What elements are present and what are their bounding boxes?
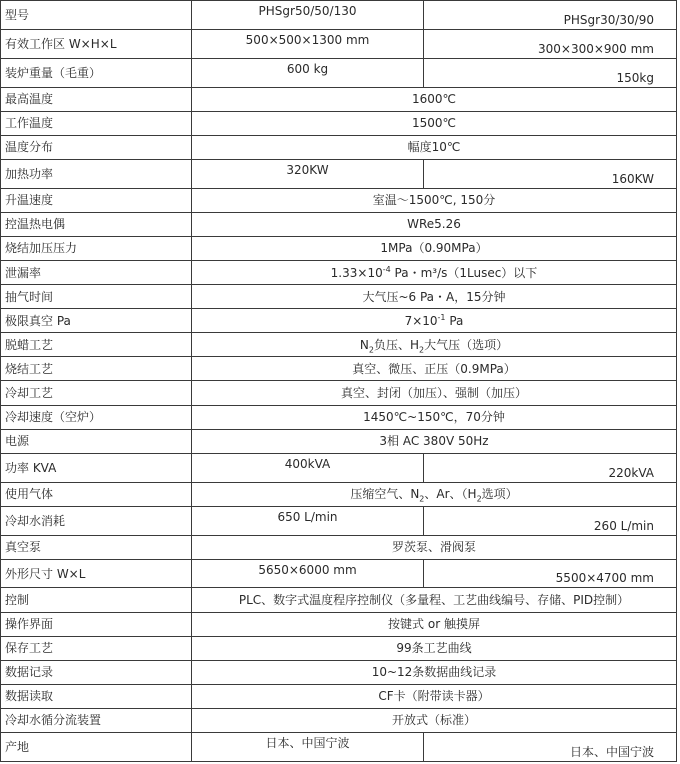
spec-value-model-b: 300×300×900 mm	[424, 29, 677, 58]
spec-value-model-a: 500×500×1300 mm	[192, 29, 424, 58]
spec-label: 极限真空 Pa	[1, 309, 192, 333]
spec-value-shared: 室温～1500℃, 150分	[192, 188, 677, 212]
value-text: Pa・m³/s（1Lusec）以下	[390, 265, 538, 280]
value-text: 7×10	[404, 313, 438, 328]
table-row	[1, 381, 677, 405]
table-row	[1, 111, 677, 135]
subscript: 2	[476, 494, 482, 504]
spec-label: 操作界面	[1, 612, 192, 636]
spec-label: 装炉重量（毛重）	[1, 58, 192, 87]
spec-value-shared	[192, 333, 677, 357]
spec-value-model-a: 320KW	[192, 159, 424, 188]
table-row	[1, 285, 677, 309]
spec-value-shared: 1600℃	[192, 87, 677, 111]
spec-value-shared	[192, 482, 677, 506]
table-row	[1, 559, 677, 588]
value-text: N	[359, 337, 369, 352]
spec-value-shared: 3相 AC 380V 50Hz	[192, 429, 677, 453]
spec-value-shared: 1500℃	[192, 111, 677, 135]
spec-value-model-a: 5650×6000 mm	[192, 559, 424, 588]
value-text: 负压、H	[373, 337, 419, 352]
spec-value-shared: 真空、封闭（加压）、强制（加压）	[192, 381, 677, 405]
spec-value-shared: 真空、微压、正压（0.9MPa）	[192, 357, 677, 381]
table-row	[1, 732, 677, 761]
spec-label: 冷却工艺	[1, 381, 192, 405]
subscript: 2	[368, 345, 374, 355]
table-row	[1, 87, 677, 111]
table-row	[1, 1, 677, 30]
spec-label: 最高温度	[1, 87, 192, 111]
spec-label: 有效工作区 W×H×L	[1, 29, 192, 58]
table-row	[1, 506, 677, 535]
spec-label: 数据读取	[1, 684, 192, 708]
table-row	[1, 333, 677, 357]
spec-value-model-a: PHSgr50/50/130	[192, 1, 424, 30]
spec-value-shared	[192, 309, 677, 333]
subscript: 2	[419, 345, 425, 355]
spec-value-shared: WRe5.26	[192, 212, 677, 236]
value-text: 1.33×10	[330, 265, 383, 280]
table-row	[1, 612, 677, 636]
table-row	[1, 535, 677, 559]
spec-value-model-b: 5500×4700 mm	[424, 559, 677, 588]
table-row	[1, 405, 677, 429]
spec-label: 型号	[1, 1, 192, 30]
table-row	[1, 261, 677, 285]
spec-label: 抽气时间	[1, 285, 192, 309]
spec-value-model-a: 600 kg	[192, 58, 424, 87]
table-row	[1, 660, 677, 684]
exponent: -1	[437, 312, 446, 322]
spec-label: 控制	[1, 588, 192, 612]
spec-label: 升温速度	[1, 188, 192, 212]
value-text: 选项）	[481, 487, 518, 502]
spec-label: 工作温度	[1, 111, 192, 135]
table-row	[1, 357, 677, 381]
table-row	[1, 684, 677, 708]
spec-value-shared: PLC、数字式温度程序控制仪（多量程、工艺曲线编号、存储、PID控制）	[192, 588, 677, 612]
table-row	[1, 212, 677, 236]
spec-label: 冷却水循分流装置	[1, 708, 192, 732]
table-row	[1, 588, 677, 612]
spec-value-shared: 开放式（标准）	[192, 708, 677, 732]
table-row	[1, 188, 677, 212]
spec-label: 泄漏率	[1, 261, 192, 285]
spec-value-shared: 99条工艺曲线	[192, 636, 677, 660]
spec-value-shared: 按键式 or 触摸屏	[192, 612, 677, 636]
value-text: 压缩空气、N	[350, 487, 420, 502]
spec-value-shared: 大气压~6 Pa・A，15分钟	[192, 285, 677, 309]
spec-value-shared: 幅度10℃	[192, 135, 677, 159]
value-text: 、Ar、（H	[424, 487, 477, 502]
spec-label: 保存工艺	[1, 636, 192, 660]
spec-label: 脱蜡工艺	[1, 333, 192, 357]
spec-label: 烧结加压压力	[1, 236, 192, 260]
value-text: 大气压（选项）	[424, 337, 509, 352]
spec-value-model-b: 220kVA	[424, 453, 677, 482]
table-row	[1, 708, 677, 732]
spec-value-shared: CF卡（附带读卡器）	[192, 684, 677, 708]
subscript: 2	[419, 494, 425, 504]
table-row	[1, 429, 677, 453]
spec-label: 冷却速度（空炉）	[1, 405, 192, 429]
spec-value-model-b: 260 L/min	[424, 506, 677, 535]
spec-label: 烧结工艺	[1, 357, 192, 381]
spec-label: 电源	[1, 429, 192, 453]
spec-value-model-b: 日本、中国宁波	[424, 732, 677, 761]
spec-label: 冷却水消耗	[1, 506, 192, 535]
spec-label: 温度分布	[1, 135, 192, 159]
table-row	[1, 135, 677, 159]
table-row	[1, 29, 677, 58]
spec-label: 产地	[1, 732, 192, 761]
value-text: Pa	[445, 313, 464, 328]
exponent: -4	[382, 264, 391, 274]
spec-value-shared	[192, 261, 677, 285]
spec-value-model-a: 400kVA	[192, 453, 424, 482]
spec-value-model-b: 150kg	[424, 58, 677, 87]
spec-value-model-b: PHSgr30/30/90	[424, 1, 677, 30]
spec-value-model-a: 650 L/min	[192, 506, 424, 535]
table-row	[1, 453, 677, 482]
spec-label: 真空泵	[1, 535, 192, 559]
table-row	[1, 482, 677, 506]
spec-value-shared: 1MPa（0.90MPa）	[192, 236, 677, 260]
spec-value-shared: 1450℃~150℃，70分钟	[192, 405, 677, 429]
spec-label: 控温热电偶	[1, 212, 192, 236]
table-row	[1, 58, 677, 87]
spec-value-shared: 罗茨泵、滑阀泵	[192, 535, 677, 559]
spec-value-model-b: 160KW	[424, 159, 677, 188]
spec-value-shared: 10~12条数据曲线记录	[192, 660, 677, 684]
spec-label: 外形尺寸 W×L	[1, 559, 192, 588]
spec-label: 使用气体	[1, 482, 192, 506]
spec-label: 加热功率	[1, 159, 192, 188]
table-row	[1, 636, 677, 660]
table-row	[1, 159, 677, 188]
spec-label: 功率 KVA	[1, 453, 192, 482]
spec-label: 数据记录	[1, 660, 192, 684]
table-row	[1, 236, 677, 260]
table-row	[1, 309, 677, 333]
spec-value-model-a: 日本、中国宁波	[192, 732, 424, 761]
